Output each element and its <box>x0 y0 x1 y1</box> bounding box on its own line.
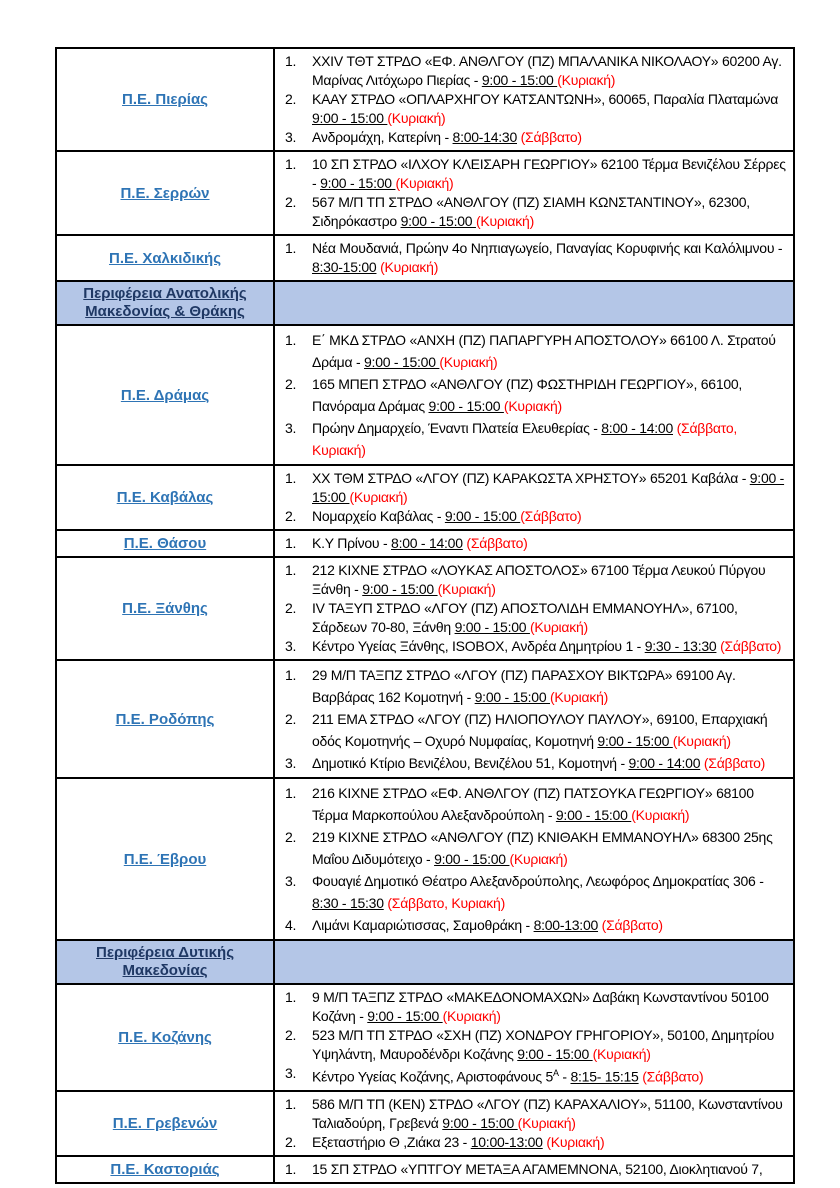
location-item <box>283 417 787 461</box>
region-name-cell <box>56 1091 274 1156</box>
location-text-segment: Δημοτικό Κτίριο Βενιζέλου, Βενιζέλου 51, Κομοτηνή - <box>312 755 629 771</box>
location-text <box>312 1064 787 1087</box>
day-text: (Κυριακή) <box>592 1046 651 1062</box>
location-item <box>283 752 787 774</box>
location-text <box>312 561 787 599</box>
hours-text: 8:30-15:00 <box>312 259 377 275</box>
location-text <box>312 782 787 826</box>
location-text-segment: 165 ΜΠΕΠ ΣΤΡΔΟ «ΑΝΘΛΓΟΥ (ΠΖ) ΦΩΣΤΗΡΙΔΗ ΓΕΩΡΓΙΟΥ», 66100, Πανόραμα Δράμας <box>312 376 743 414</box>
hours-text: 9:00 - 15:00 <box>320 175 396 191</box>
location-text-segment: Νέα Μουδανιά, Πρώην 4ο Νηπιαγωγείο, Παναγίας Κορυφινής και Καλόλιμνου - <box>312 240 783 256</box>
location-text-segment: Ανδρομάχη, Κατερίνη - <box>312 129 453 145</box>
region-name-cell <box>56 48 274 151</box>
day-text: (Σάββατο, Κυριακή) <box>312 420 738 458</box>
location-text <box>312 708 787 752</box>
item-number: 1. <box>285 53 297 69</box>
day-text: (Σάββατο) <box>601 917 663 933</box>
region-link[interactable]: Π.Ε. Έβρου <box>123 850 207 868</box>
hours-text: 9:00 - 15:00 <box>428 398 504 414</box>
item-number: 2. <box>285 194 297 210</box>
hours-text: 9:00 - 15:00 <box>474 689 551 705</box>
location-text <box>312 637 787 656</box>
item-number: 1. <box>285 989 297 1005</box>
location-text-segment: ΚΑΑΥ ΣΤΡΔΟ «ΟΠΛΑΡΧΗΓΟΥ ΚΑΤΣΑΝΤΩΝΗ», 60065, Παραλία Πλαταμώνα <box>312 91 779 107</box>
location-text <box>312 193 787 231</box>
location-item <box>283 469 787 507</box>
location-text <box>312 664 787 708</box>
location-text <box>312 1160 787 1179</box>
region-link[interactable]: Π.Ε. Πιερίας <box>122 91 208 108</box>
table-body <box>56 48 794 1183</box>
region-link[interactable]: Π.Ε. Ξάνθης <box>122 600 208 617</box>
location-item <box>283 90 787 128</box>
region-link[interactable]: Π.Ε. Καστοριάς <box>110 1160 220 1178</box>
locations-cell <box>274 48 794 151</box>
location-text-segment: Λιμάνι Καμαριώτισσας, Σαμοθράκη - <box>312 917 534 933</box>
location-text <box>312 507 787 526</box>
location-text-segment: Φουαγιέ Δημοτικό Θέατρο Αλεξανδρούπολης, Λεωφόρος Δημοκρατίας 306 - <box>312 873 764 889</box>
location-text <box>312 1026 787 1064</box>
section-header-cell <box>56 281 274 325</box>
location-text <box>312 599 787 637</box>
locations-cell <box>274 940 794 984</box>
day-text: (Κυριακή) <box>517 1114 576 1131</box>
day-text: (Σάββατο) <box>642 1068 704 1085</box>
locations-cell <box>274 984 794 1091</box>
day-text: (Σάββατο) <box>520 129 582 145</box>
item-number: 2. <box>285 508 297 524</box>
locations-cell <box>274 557 794 660</box>
location-item <box>283 52 787 90</box>
location-item <box>283 534 787 553</box>
day-text: (Κυριακή) <box>557 72 616 88</box>
location-text <box>312 52 787 90</box>
locations-cell <box>274 778 794 940</box>
day-text: (Σάββατο) <box>466 535 528 551</box>
location-text-segment: 586 Μ/Π ΤΠ (ΚΕΝ) ΣΤΡΔΟ «ΛΓΟΥ (ΠΖ) ΚΑΡΑΧΑΛΙΟΥ», 51100, Κωνσταντίνου Ταλιαδούρη, Γρεβενά <box>312 1095 783 1131</box>
location-item <box>283 193 787 231</box>
locations-cell <box>274 151 794 235</box>
item-number: 1. <box>285 535 297 551</box>
hours-text: 8:15- 15:15 <box>570 1068 639 1085</box>
section-header-label: Περιφέρεια Ανατολικής Μακεδονίας & Θράκης <box>83 285 247 320</box>
section-header-row <box>56 940 794 984</box>
locations-cell <box>274 530 794 557</box>
item-number: 2. <box>285 600 297 616</box>
region-name-cell <box>56 557 274 660</box>
day-text: (Κυριακή) <box>442 1008 501 1024</box>
hours-text: 9:00 - 15:00 <box>444 508 521 524</box>
region-link[interactable]: Π.Ε. Θάσου <box>123 535 207 552</box>
location-item <box>283 329 787 373</box>
location-item <box>283 1064 787 1087</box>
day-text: (Σάββατο) <box>720 638 782 654</box>
day-text: (Κυριακή) <box>395 175 454 191</box>
region-link[interactable]: Π.Ε. Γρεβενών <box>112 1114 218 1132</box>
location-text-segment: 29 Μ/Π ΤΑΞΠΖ ΣΤΡΔΟ «ΛΓΟΥ (ΠΖ) ΠΑΡΑΣΧΟΥ ΒΙΚΤΩΡΑ» 69100 Αγ. Βαρβάρας 162 Κομοτηνή - <box>312 667 736 705</box>
item-number: 4. <box>285 917 297 933</box>
region-row <box>56 151 794 235</box>
hours-text: 9:00 - 15:00 <box>362 581 438 597</box>
day-text: (Σάββατο) <box>703 755 766 771</box>
location-item <box>283 782 787 826</box>
day-text: (Κυριακή) <box>550 689 609 705</box>
item-number: 2. <box>285 711 297 727</box>
item-number: 1. <box>285 562 297 578</box>
location-text <box>312 373 787 417</box>
location-text-segment: Κέντρο Υγείας Ξάνθης, ISOBOX, Ανδρέα Δημητρίου 1 - <box>312 638 645 654</box>
hours-text: 9:00 - 15:00 <box>434 851 510 867</box>
location-text-segment: Κέντρο Υγείας Κοζάνης, Αριστοφάνους 5 <box>312 1068 554 1085</box>
location-text <box>312 988 787 1026</box>
item-number: 1. <box>285 240 297 256</box>
location-text <box>312 469 787 507</box>
location-text-segment: 567 Μ/Π ΤΠ ΣΤΡΔΟ «ΑΝΘΛΓΟΥ (ΠΖ) ΣΙΑΜΗ ΚΩΝΣΤΑΝΤΙΝΟΥ», 62300, Σιδηρόκαστρο <box>312 194 750 229</box>
day-text: (Κυριακή) <box>475 213 534 229</box>
locations-cell <box>274 325 794 465</box>
day-text: (Κυριακή) <box>509 851 568 867</box>
region-row <box>56 325 794 465</box>
region-name-cell <box>56 660 274 778</box>
day-text: (Κυριακή) <box>631 807 690 823</box>
location-text <box>312 1095 787 1133</box>
location-text-segment: Ε΄ ΜΚΔ ΣΤΡΔΟ «ΑΝΧΗ (ΠΖ) ΠΑΠΑΡΓΥΡΗ ΑΠΟΣΤΟΛΟΥ» 66100 Λ. Στρατού Δράμα - <box>312 332 776 370</box>
location-text-segment: 9 Μ/Π ΤΑΞΠΖ ΣΤΡΔΟ «ΜΑΚΕΔΟΝΟΜΑΧΩΝ» Δαβάκη Κωνσταντίνου 50100 Κοζάνη - <box>312 989 769 1024</box>
hours-text: 9:00 - 15:00 <box>555 807 632 823</box>
location-item <box>283 914 787 936</box>
day-text: (Κυριακή) <box>529 619 588 635</box>
location-text <box>312 826 787 870</box>
location-text-segment: IV ΤΑΞΥΠ ΣΤΡΔΟ «ΛΓΟΥ (ΠΖ) ΑΠΟΣΤΟΛΙΔΗ ΕΜΜΑΝΟΥΗΛ», 67100, Σάρδεων 70-80, Ξάνθη <box>312 600 738 635</box>
region-name-cell <box>56 984 274 1091</box>
location-item <box>283 155 787 193</box>
hours-text: 8:00 - 14:00 <box>391 535 463 551</box>
day-text: (Κυριακή) <box>546 1133 605 1150</box>
region-row <box>56 1091 794 1156</box>
item-number: 1. <box>285 470 297 486</box>
item-number: 3. <box>285 873 297 889</box>
section-header-cell <box>56 940 274 984</box>
location-text <box>312 90 787 128</box>
item-number: 2. <box>285 829 297 845</box>
hours-text: 9:00 - 15:00 <box>481 72 558 88</box>
item-number: 2. <box>285 1133 297 1150</box>
locations-cell <box>274 1156 794 1183</box>
hours-text: 9:00 - 15:00 <box>400 213 476 229</box>
location-text-segment: 10 ΣΠ ΣΤΡΔΟ «ΙΛΧΟΥ ΚΛΕΙΣΑΡΗ ΓΕΩΡΓΙΟΥ» 62100 Τέρμα Βενιζέλου Σέρρες - <box>312 156 786 191</box>
region-link[interactable]: Π.Ε. Ροδόπης <box>115 710 215 728</box>
location-item <box>283 826 787 870</box>
location-item <box>283 239 787 277</box>
item-number: 3. <box>285 420 297 436</box>
location-text <box>312 329 787 373</box>
region-name-cell <box>56 530 274 557</box>
locations-cell <box>274 1091 794 1156</box>
hours-text: 9:00 - 15:00 <box>312 470 785 505</box>
location-text-segment: Νομαρχείο Καβάλας - <box>312 508 445 524</box>
location-text-segment: 523 Μ/Π ΤΠ ΣΤΡΔΟ «ΣΧΗ (ΠΖ) ΧΟΝΔΡΟΥ ΓΡΗΓΟΡΙΟΥ», 50100, Δημητρίου Υψηλάντη, Μαυροδένδρι Κοζάνης <box>312 1027 775 1062</box>
hours-text: 8:00-13:00 <box>533 917 599 933</box>
region-row <box>56 48 794 151</box>
item-number: 3. <box>285 1065 297 1081</box>
location-item <box>283 373 787 417</box>
region-row <box>56 557 794 660</box>
hours-text: 9:00 - 15:00 <box>312 110 388 126</box>
location-text-segment: 219 ΚΙΧΝΕ ΣΤΡΔΟ «ΑΝΘΛΓΟΥ (ΠΖ) ΚΝΙΘΑΚΗ ΕΜΜΑΝΟΥΗΛ» 68300 25ης Μαΐου Διδυμότειχο - <box>312 829 773 867</box>
test-locations-table <box>55 47 795 1184</box>
section-header-label: Περιφέρεια Δυτικής Μακεδονίας <box>96 944 234 979</box>
location-text <box>312 1133 787 1152</box>
region-name-cell <box>56 151 274 235</box>
location-item <box>283 637 787 656</box>
item-number: 3. <box>285 638 297 654</box>
location-item <box>283 599 787 637</box>
hours-text: 9:00 - 15:00 <box>517 1046 593 1062</box>
locations-cell <box>274 281 794 325</box>
region-row <box>56 235 794 281</box>
location-item <box>283 561 787 599</box>
location-text <box>312 155 787 193</box>
location-text-segment: - <box>558 1068 571 1085</box>
location-text <box>312 128 787 147</box>
superscript-text: Α <box>553 1068 559 1078</box>
region-name-cell <box>56 778 274 940</box>
item-number: 2. <box>285 1027 297 1043</box>
region-link[interactable]: Π.Ε. Σερρών <box>120 184 210 202</box>
location-item <box>283 1160 787 1179</box>
location-item <box>283 708 787 752</box>
section-header-row <box>56 281 794 325</box>
day-text: (Κυριακή) <box>672 733 731 749</box>
item-number: 2. <box>285 91 297 107</box>
location-text <box>312 239 787 277</box>
hours-text: 9:00 - 15:00 <box>367 1008 443 1024</box>
hours-text: 8:00-14:30 <box>452 129 517 145</box>
location-item <box>283 870 787 914</box>
region-name-cell <box>56 465 274 530</box>
region-link[interactable]: Π.Ε. Δράμας <box>120 386 210 404</box>
hours-text: 9:30 - 13:30 <box>644 638 717 654</box>
item-number: 1. <box>285 785 297 801</box>
location-text-segment: 211 ΕΜΑ ΣΤΡΔΟ «ΛΓΟΥ (ΠΖ) ΗΛΙΟΠΟΥΛΟΥ ΠΑΥΛΟΥ», 69100, Επαρχιακή οδός Κομοτηνής – Οχυρό Νυμφαίας, Κομοτηνή <box>312 711 768 749</box>
region-row <box>56 465 794 530</box>
day-text: (Σάββατο) <box>520 508 582 524</box>
hours-text: 9:00 - 15:00 <box>364 354 440 370</box>
location-text <box>312 534 787 553</box>
hours-text: 9:00 - 15:00 <box>442 1114 518 1131</box>
day-text: (Κυριακή) <box>439 354 498 370</box>
locations-cell <box>274 235 794 281</box>
location-text-segment: Εξεταστήριο Θ ,Ζιάκα 23 - <box>312 1133 471 1150</box>
locations-cell <box>274 465 794 530</box>
location-text-segment: 15 ΣΠ ΣΤΡΔΟ «ΥΠΤΓΟΥ ΜΕΤΑΞΑ ΑΓΑΜΕΜΝΟΝΑ, 52100, Διοκλητιανού 7, <box>312 1160 763 1177</box>
locations-cell <box>274 660 794 778</box>
region-row <box>56 778 794 940</box>
region-row <box>56 1156 794 1183</box>
item-number: 1. <box>285 667 297 683</box>
location-text <box>312 870 787 914</box>
day-text: (Κυριακή) <box>349 489 408 505</box>
hours-text: 9:00 - 15:00 <box>597 733 673 749</box>
item-number: 1. <box>285 332 297 348</box>
location-text-segment: Πρώην Δημαρχείο, Έναντι Πλατεία Ελευθερίας - <box>312 420 602 436</box>
location-item <box>283 664 787 708</box>
location-item <box>283 1026 787 1064</box>
location-text-segment: XX ΤΘΜ ΣΤΡΔΟ «ΛΓΟΥ (ΠΖ) ΚΑΡΑΚΩΣΤΑ ΧΡΗΣΤΟΥ» 65201 Καβάλα - <box>312 470 750 486</box>
region-row <box>56 660 794 778</box>
location-text-segment: 212 ΚΙΧΝΕ ΣΤΡΔΟ «ΛΟΥΚΑΣ ΑΠΟΣΤΟΛΟΣ» 67100 Τέρμα Λευκού Πύργου Ξάνθη - <box>312 562 766 597</box>
region-link[interactable]: Π.Ε. Κοζάνης <box>118 1028 212 1046</box>
region-row <box>56 984 794 1091</box>
day-text: (Κυριακή) <box>503 398 562 414</box>
location-text <box>312 417 787 461</box>
location-text-segment: XXIV ΤΘΤ ΣΤΡΔΟ «ΕΦ. ΑΝΘΛΓΟΥ (ΠΖ) ΜΠΑΛΑΝΙΚΑ ΝΙΚΟΛΑΟΥ» 60200 Αγ. Μαρίνας Λιτόχωρο Πιερίας - <box>312 53 782 88</box>
location-item <box>283 128 787 147</box>
region-link[interactable]: Π.Ε. Χαλκιδικής <box>108 249 222 267</box>
region-row <box>56 530 794 557</box>
item-number: 2. <box>285 376 297 392</box>
location-text-segment: Κ.Υ Πρίνου - <box>312 535 392 551</box>
location-item <box>283 507 787 526</box>
day-text: (Κυριακή) <box>380 259 439 275</box>
location-item <box>283 1133 787 1152</box>
item-number: 1. <box>285 1095 297 1112</box>
day-text: (Κυριακή) <box>437 581 496 597</box>
region-name-cell <box>56 325 274 465</box>
region-name-cell <box>56 1156 274 1183</box>
day-text: (Κυριακή) <box>387 110 446 126</box>
region-link[interactable]: Π.Ε. Καβάλας <box>116 489 214 506</box>
hours-text: 8:00 - 14:00 <box>601 420 673 436</box>
location-item <box>283 988 787 1026</box>
hours-text: 9:00 - 15:00 <box>454 619 530 635</box>
hours-text: 10:00-13:00 <box>470 1133 543 1150</box>
item-number: 3. <box>285 755 297 771</box>
location-item <box>283 1095 787 1133</box>
item-number: 1. <box>285 1160 297 1177</box>
region-name-cell <box>56 235 274 281</box>
location-text-segment: 216 ΚΙΧΝΕ ΣΤΡΔΟ «ΕΦ. ΑΝΘΛΓΟΥ (ΠΖ) ΠΑΤΣΟΥΚΑ ΓΕΩΡΓΙΟΥ» 68100 Τέρμα Μαρκοπούλου Αλεξανδρούπολη - <box>312 785 754 823</box>
hours-text: 9:00 - 14:00 <box>628 755 701 771</box>
item-number: 3. <box>285 129 297 145</box>
item-number: 1. <box>285 156 297 172</box>
location-text <box>312 752 787 774</box>
location-text <box>312 914 787 936</box>
day-text: (Σάββατο, Κυριακή) <box>387 895 505 911</box>
hours-text: 8:30 - 15:30 <box>312 895 384 911</box>
